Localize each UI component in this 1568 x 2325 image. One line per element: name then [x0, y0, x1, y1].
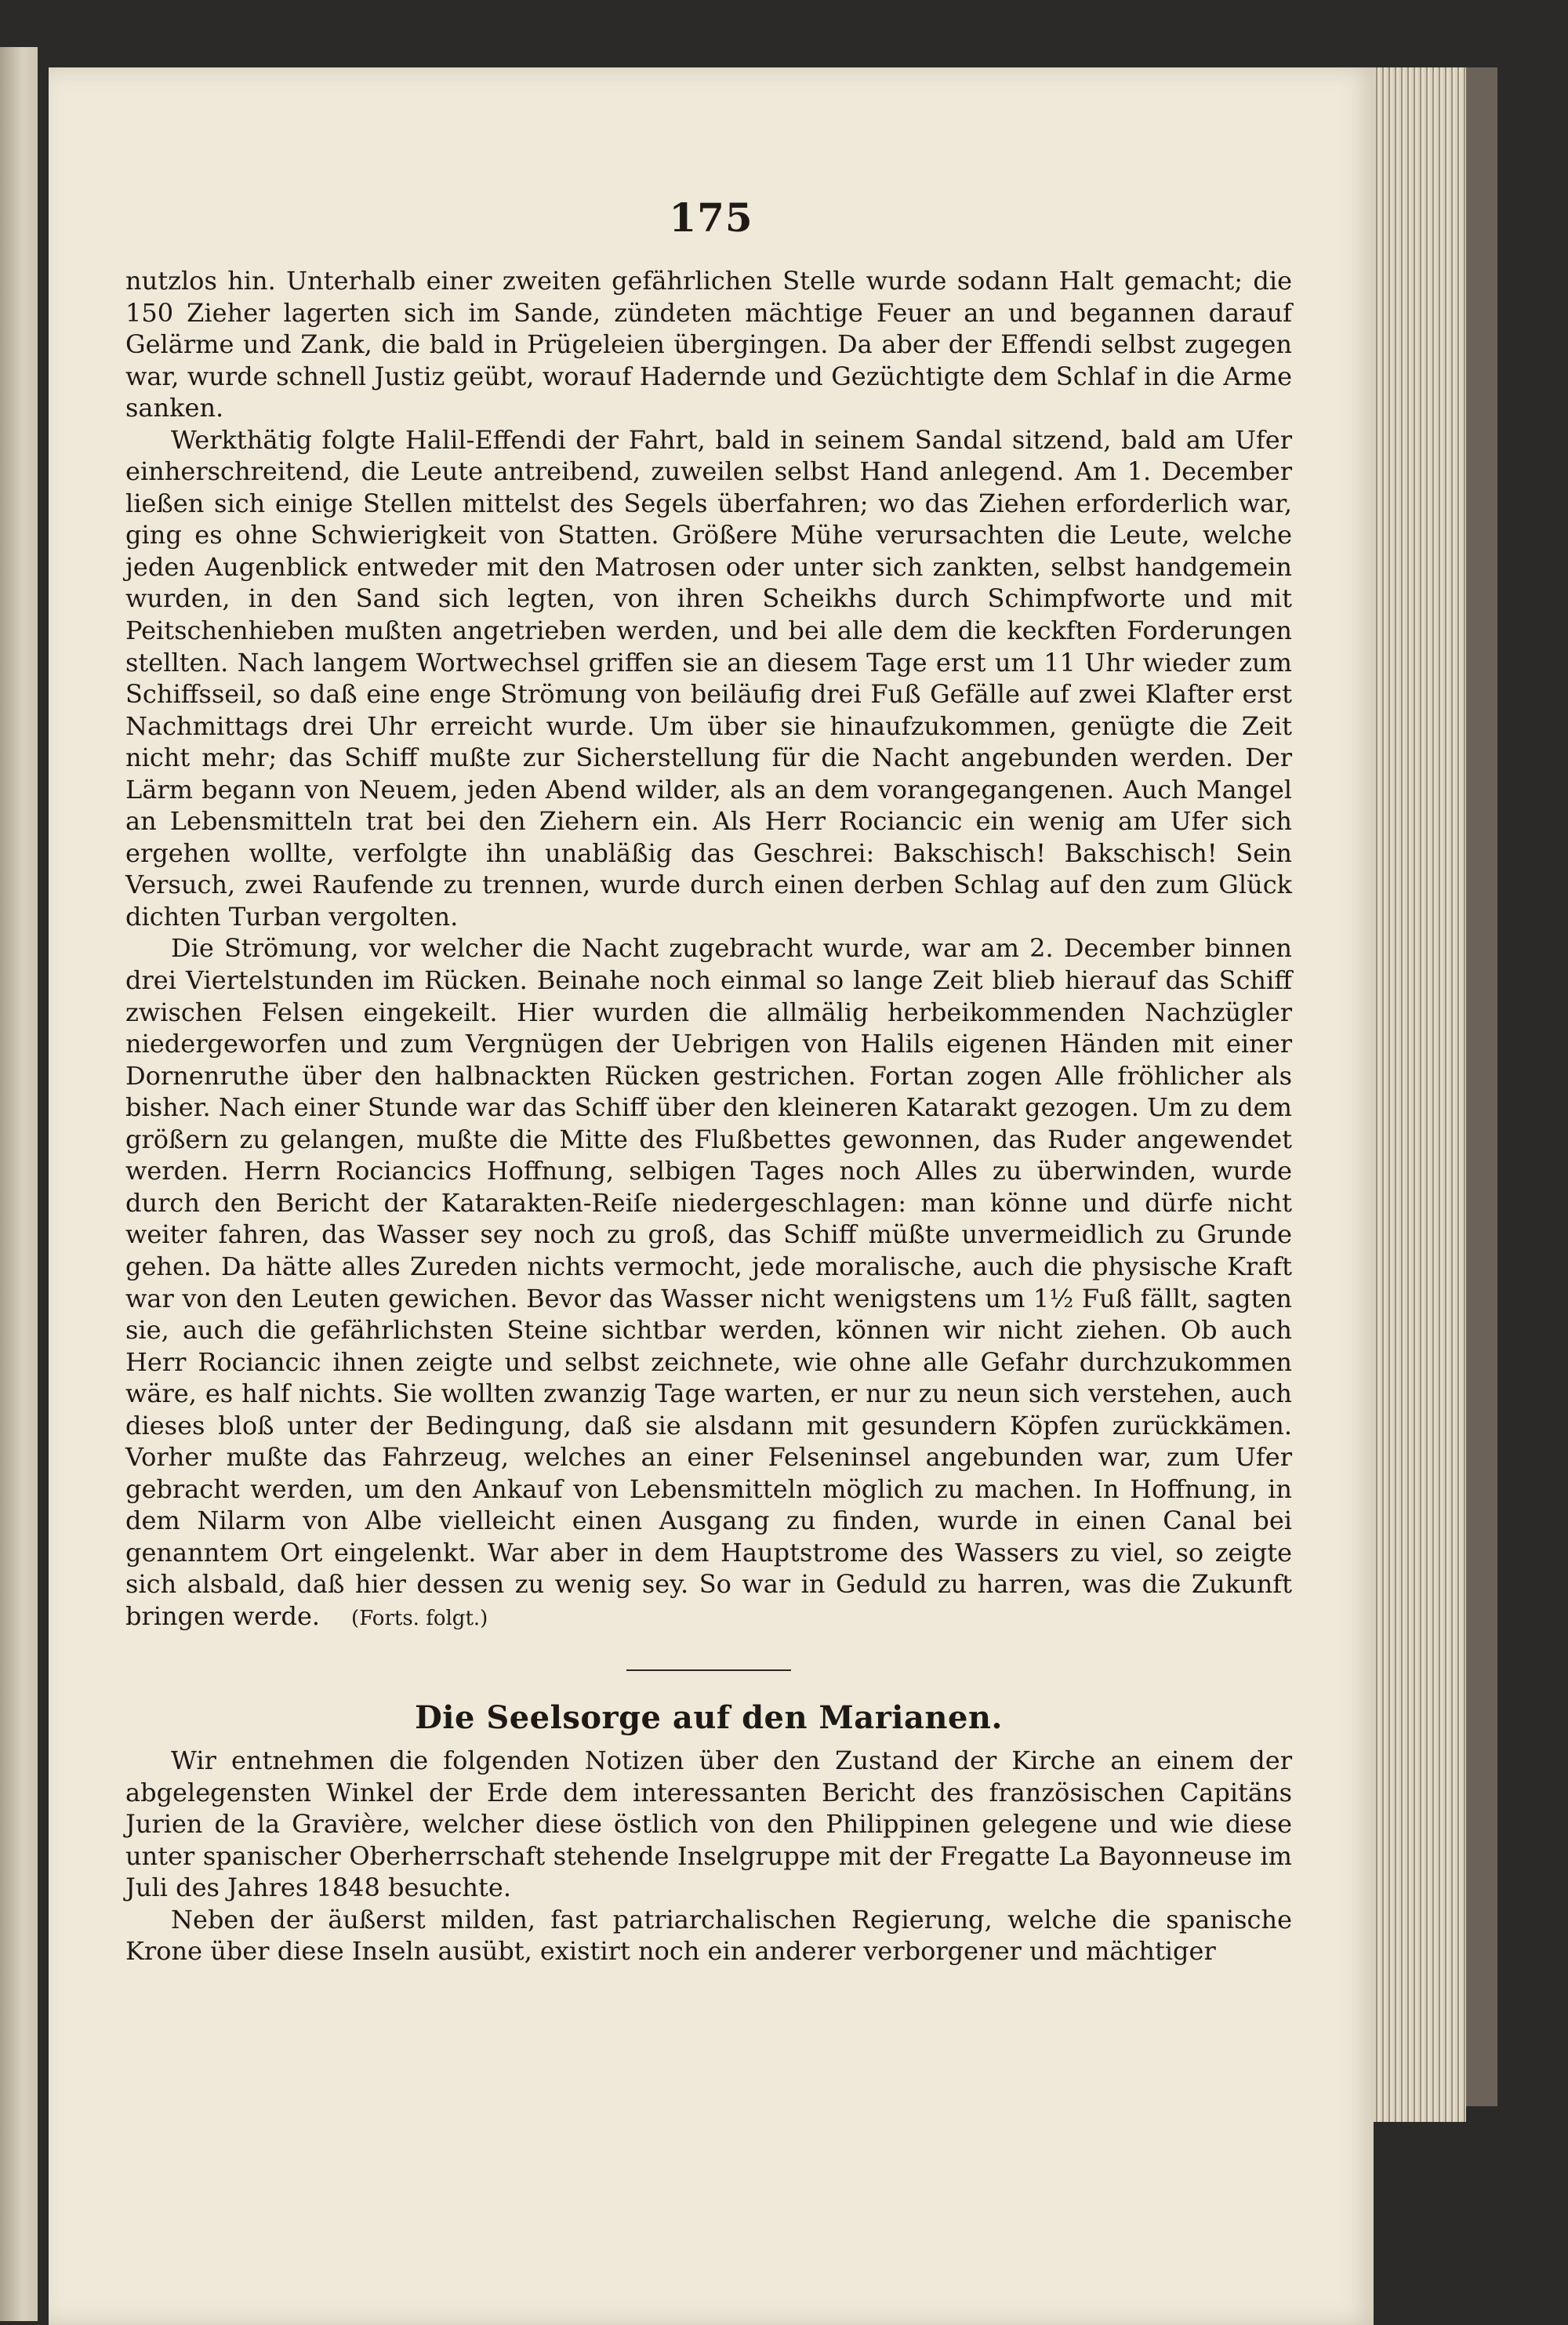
page-edges	[1374, 67, 1466, 2122]
continuation-note: (Forts. folgt.)	[351, 1606, 488, 1630]
article1-paragraph: Werkthätig folgte Halil-Effendi der Fahrt, bald in seinem Sandal sitzend, bald am Ufer einherschreitend, die Leute antreibend, zuweilen selbst Hand anlegend. Am 1. December ließen sich einige Stellen mittelst des Segels überfahren; wo das Ziehen erforderlich war, ging es ohne Schwierigkeit von Statten. Größere Mühe verursachten die Leute, welche jeden Augenblick entweder mit den Matrosen oder unter sich zankten, selbst handgemein wurden, in den Sand sich legten, von ihren Scheikhs durch Schimpfworte und mit Peitschenhieben mußten angetrieben werden, und bei alle dem die keckften Forderungen stellten. Nach langem Wortwechsel griffen sie an diesem Tage erst um 11 Uhr wieder zum Schiffsseil, so daß eine enge Strömung von beiläufig drei Fuß Gefälle auf zwei Klafter erst Nachmittags drei Uhr erreicht wurde. Um über sie hinaufzukommen, genügte die Zeit nicht mehr; das Schiff mußte zur Sicherstellung für die Nacht angebunden werden. Der Lärm begann von Neuem, jeden Abend wilder, als an dem vorangegangenen. Auch Mangel an Lebensmitteln trat bei den Ziehern ein. Als Herr Rociancic ein wenig am Ufer sich ergehen wollte, verfolgte ihn unabläßig das Geschrei: Bakschisch! Bakschisch! Sein Versuch, zwei Raufende zu trennen, wurde durch einen derben Schlag auf den zum Glück dichten Turban vergolten.	[125, 424, 1292, 932]
article2-paragraph: Neben der äußerst milden, fast patriarchalischen Regierung, welche die spanische Krone über diese Inseln ausübt, existirt noch ein anderer verborgener und mächtiger	[125, 1904, 1292, 1967]
book-page	[49, 67, 1374, 2325]
article1-paragraph-text: Die Strömung, vor welcher die Nacht zugebracht wurde, war am 2. December binnen drei Viertelstunden im Rücken. Beinahe noch einmal so lange Zeit blieb hierauf das Schiff zwischen Felsen eingekeilt. Hier wurden die allmälig herbeikommenden Nachzügler niedergeworfen und zum Vergnügen der Uebrigen von Halils eigenen Händen mit einer Dornenruthe über den halbnackten Rücken gestrichen. Fortan zogen Alle fröhlicher als bisher. Nach einer Stunde war das Schiff über den kleineren Katarakt gezogen. Um zu dem größern zu gelangen, mußte die Mitte des Flußbettes gewonnen, das Ruder angewendet werden. Herrn Rociancics Hoffnung, selbigen Tages noch Alles zu überwinden, wurde durch den Bericht der Katarakten-Reiſe niedergeschlagen: man könne und dürfe nicht weiter fahren, das Wasser sey noch zu groß, das Schiff müßte unvermeidlich zu Grunde gehen. Da hätte alles Zureden nichts vermocht, jede moralische, auch die physische Kraft war von den Leuten gewichen. Bevor das Wasser nicht wenigstens um 1½ Fuß fällt, sagten sie, auch die gefährlichsten Steine sichtbar werden, können wir nicht ziehen. Ob auch Herr Rociancic ihnen zeigte und selbst zeichnete, wie ohne alle Gefahr durchzukommen wäre, es half nichts. Sie wollten zwanzig Tage warten, er nur zu neun sich verstehen, auch dieses bloß unter der Bedingung, daß sie alsdann mit gesundern Köpfen zurückkämen. Vorher mußte das Fahrzeug, welches an einer Felseninsel angebunden war, zum Ufer gebracht werden, um den Ankauf von Lebensmitteln möglich zu machen. In Hoffnung, in dem Nilarm von Albe vielleicht einen Ausgang zu finden, wurde in einen Canal bei genanntem Ort eingelenkt. War aber in dem Hauptstrome des Wassers zu viel, so zeigte sich alsbald, daß hier dessen zu wenig sey. So war in Geduld zu harren, was die Zukunft bringen werde.	[125, 933, 1292, 1631]
article1-paragraph: nutzlos hin. Unterhalb einer zweiten gefährlichen Stelle wurde sodann Halt gemacht; die 150 Zieher lagerten sich im Sande, zündeten mächtige Feuer an und begannen darauf Gelärme und Zank, die bald in Prügeleien übergingen. Da aber der Effendi selbst zugegen war, wurde schnell Justiz geübt, worauf Hadernde und Gezüchtigte dem Schlaf in die Arme sanken.	[125, 266, 1292, 423]
facing-page-edge	[0, 47, 38, 2321]
section-divider	[626, 1669, 791, 1671]
article-heading: Die Seelsorge auf den Marianen.	[415, 1698, 1003, 1736]
article1-paragraph	[125, 932, 1292, 1634]
page-text	[125, 265, 1292, 1967]
book-cover-edge	[1466, 67, 1497, 2106]
page-number: 175	[669, 194, 753, 241]
article2-paragraph: Wir entnehmen die folgenden Notizen über den Zustand der Kirche an einem der abgelegensten Winkel der Erde dem interessanten Bericht des französischen Capitäns Jurien de la Gravière, welcher diese östlich von den Philippinen gelegene und wie diese unter spanischer Oberherrschaft stehende Inselgruppe mit der Fregatte La Bayonneuse im Juli des Jahres 1848 besuchte.	[125, 1746, 1292, 1903]
